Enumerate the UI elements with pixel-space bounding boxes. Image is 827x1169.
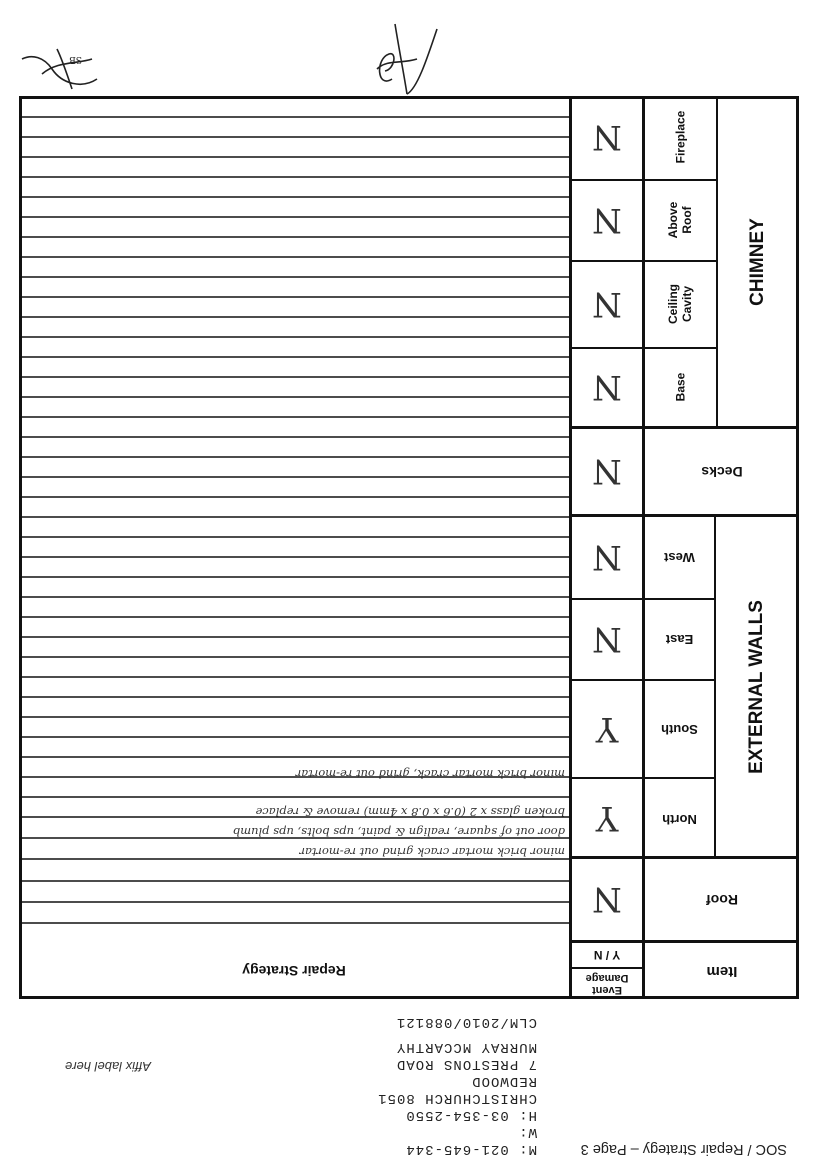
phone-w: W: xyxy=(518,1124,537,1140)
item-roof: Roof xyxy=(706,891,738,908)
item-decks: Decks xyxy=(701,463,743,480)
page-label: SOC / Repair Strategy – Page 3 xyxy=(580,1141,787,1157)
header-yn: Y / N xyxy=(593,948,621,963)
phone-m: M: 021-645-344 xyxy=(405,1141,537,1157)
customer-name: MURRAY MCCARTHY xyxy=(395,1039,537,1055)
value-above-roof: N xyxy=(592,200,622,241)
note-north-3: broken glass x 2 (0.6 x 0.8 x 4mm) remove & replace xyxy=(255,805,565,819)
value-roof: N xyxy=(592,879,622,920)
address-line-2: REDWOOD xyxy=(471,1073,537,1089)
note-south-1: minor brick mortar crack, grind out re-mortar xyxy=(295,767,565,781)
item-west: West xyxy=(664,550,695,566)
phone-h: H: 03-354-2550 xyxy=(405,1107,537,1123)
note-north-2: door out of square, realign & paint, ups bolts, ups plumb xyxy=(232,825,565,839)
value-north: Y xyxy=(595,798,619,838)
affix-label-hint: Affix label here xyxy=(65,1059,151,1074)
signature-mark xyxy=(367,19,447,99)
address-line-3: CHRISTCHURCH 8051 xyxy=(377,1090,537,1106)
value-south: Y xyxy=(595,709,619,749)
item-fireplace: Fireplace xyxy=(673,111,688,164)
item-base: Base xyxy=(673,373,688,402)
address-label-block xyxy=(307,1013,537,1157)
value-ceiling-cavity: N xyxy=(592,284,622,325)
item-ceiling-cavity: Ceiling Cavity xyxy=(666,284,695,325)
value-fireplace: N xyxy=(592,117,622,158)
value-west: N xyxy=(592,537,622,578)
value-base: N xyxy=(592,367,622,408)
value-decks: N xyxy=(592,451,622,492)
item-north: North xyxy=(662,811,697,827)
value-east: N xyxy=(592,619,622,660)
item-east: East xyxy=(665,632,694,648)
header-item: Item xyxy=(706,962,738,980)
section-chimney: CHIMNEY xyxy=(747,218,769,307)
item-south: South xyxy=(661,721,698,737)
header-repair-strategy: Repair Strategy xyxy=(242,963,346,980)
note-north-1: minor brick mortar crack grind out re-mortar xyxy=(299,845,565,859)
initials-stamp: SB xyxy=(69,54,82,64)
initials-mark xyxy=(12,39,112,99)
item-above-roof: Above Roof xyxy=(666,202,695,239)
address-line-1: 7 PRESTONS ROAD xyxy=(395,1056,537,1072)
header-event-damage: Event Damage xyxy=(585,972,629,996)
claim-number: CLM/2010/088121 xyxy=(395,1014,537,1030)
section-external-walls: EXTERNAL WALLS xyxy=(746,600,768,774)
